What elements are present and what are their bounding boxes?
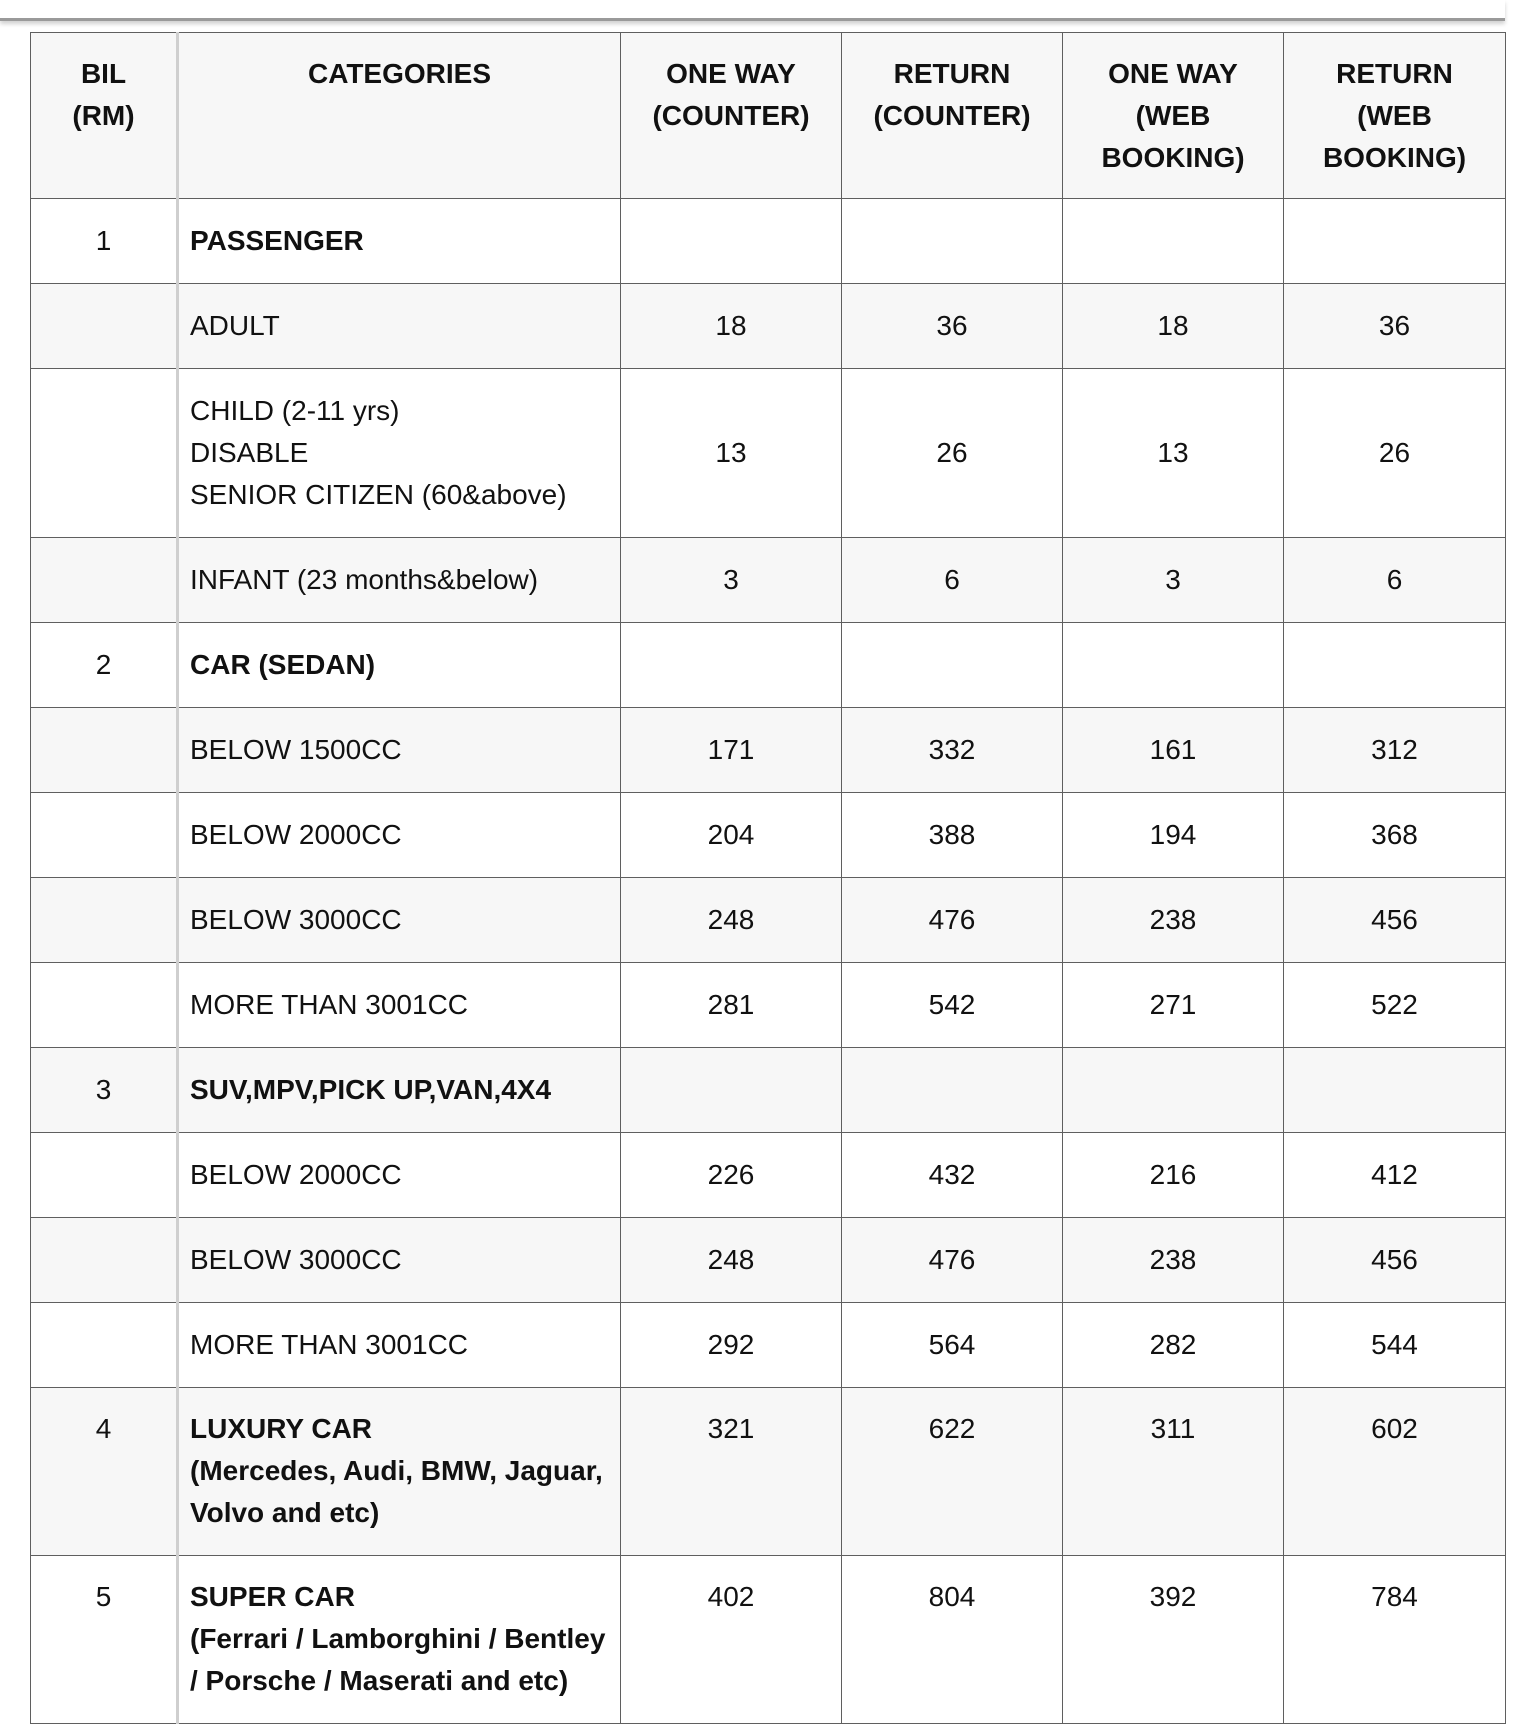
cell-bil [31,1218,178,1303]
cell-one-way-counter: 281 [621,963,842,1048]
cell-category: ADULT [178,284,621,369]
cell-return-counter: 564 [842,1303,1063,1388]
cell-one-way-web [1063,199,1284,284]
table-row [31,708,1506,793]
cell-bil [31,793,178,878]
cell-return-counter [842,623,1063,708]
header-one-way-counter: ONE WAY (COUNTER) [621,33,842,199]
cell-one-way-web: 18 [1063,284,1284,369]
cell-category: BELOW 3000CC [178,1218,621,1303]
cell-one-way-counter: 18 [621,284,842,369]
cell-one-way-web: 238 [1063,1218,1284,1303]
header-return-counter: RETURN (COUNTER) [842,33,1063,199]
cell-return-web: 312 [1284,708,1506,793]
cell-one-way-web: 13 [1063,369,1284,538]
cell-one-way-counter: 292 [621,1303,842,1388]
cell-return-web: 784 [1284,1556,1506,1724]
cell-return-web [1284,199,1506,284]
table-row-passenger [31,199,1506,284]
cell-return-web [1284,1048,1506,1133]
cell-one-way-counter [621,1048,842,1133]
cell-category: SUPER CAR (Ferrari / Lamborghini / Bentley / Porsche / Maserati and etc) [178,1556,621,1724]
header-return-web-booking: RETURN (WEB BOOKING) [1284,33,1506,199]
cell-return-web: 522 [1284,963,1506,1048]
table-row-suv [31,1048,1506,1133]
cell-one-way-counter [621,623,842,708]
cell-category: BELOW 2000CC [178,793,621,878]
cell-return-web: 544 [1284,1303,1506,1388]
page-top-edge [0,0,1505,21]
cell-bil [31,1303,178,1388]
cell-bil [31,369,178,538]
cell-one-way-web: 311 [1063,1388,1284,1556]
cell-one-way-web: 194 [1063,793,1284,878]
cell-bil [31,878,178,963]
cell-return-web: 456 [1284,1218,1506,1303]
cell-bil [31,284,178,369]
cell-category: CHILD (2-11 yrs) DISABLE SENIOR CITIZEN (60&above) [178,369,621,538]
cell-one-way-counter: 171 [621,708,842,793]
cell-one-way-web: 282 [1063,1303,1284,1388]
table-row [31,284,1506,369]
cell-one-way-counter: 248 [621,1218,842,1303]
cell-one-way-web: 392 [1063,1556,1284,1724]
cell-return-counter: 332 [842,708,1063,793]
cell-return-counter: 26 [842,369,1063,538]
cell-bil [31,538,178,623]
cell-category: BELOW 1500CC [178,708,621,793]
table-row [31,369,1506,538]
cell-category: INFANT (23 months&below) [178,538,621,623]
cell-return-web: 6 [1284,538,1506,623]
cell-one-way-web [1063,623,1284,708]
table-row-car-sedan [31,623,1506,708]
table-row [31,1218,1506,1303]
cell-one-way-counter: 226 [621,1133,842,1218]
cell-bil: 1 [31,199,178,284]
cell-category: PASSENGER [178,199,621,284]
cell-return-counter: 476 [842,878,1063,963]
cell-return-web: 456 [1284,878,1506,963]
table-row [31,538,1506,623]
cell-bil: 3 [31,1048,178,1133]
cell-bil [31,963,178,1048]
cell-return-web: 368 [1284,793,1506,878]
cell-one-way-counter: 13 [621,369,842,538]
cell-one-way-web: 271 [1063,963,1284,1048]
header-one-way-web-booking: ONE WAY (WEB BOOKING) [1063,33,1284,199]
table-row-super-car [31,1556,1506,1724]
cell-one-way-counter: 402 [621,1556,842,1724]
header-bil: BIL (RM) [31,33,178,199]
cell-return-counter [842,1048,1063,1133]
cell-return-web [1284,623,1506,708]
cell-category: BELOW 2000CC [178,1133,621,1218]
cell-return-web: 26 [1284,369,1506,538]
cell-category: BELOW 3000CC [178,878,621,963]
cell-return-counter: 542 [842,963,1063,1048]
cell-one-way-web: 3 [1063,538,1284,623]
cell-category: MORE THAN 3001CC [178,963,621,1048]
table-header-row [31,33,1506,199]
cell-one-way-counter: 204 [621,793,842,878]
cell-category: SUV,MPV,PICK UP,VAN,4X4 [178,1048,621,1133]
cell-bil: 4 [31,1388,178,1556]
cell-one-way-counter: 3 [621,538,842,623]
cell-return-web: 412 [1284,1133,1506,1218]
cell-return-counter: 388 [842,793,1063,878]
table-row [31,963,1506,1048]
cell-return-counter: 6 [842,538,1063,623]
cell-one-way-counter: 321 [621,1388,842,1556]
cell-one-way-web [1063,1048,1284,1133]
cell-category: LUXURY CAR (Mercedes, Audi, BMW, Jaguar, Volvo and etc) [178,1388,621,1556]
header-categories: CATEGORIES [178,33,621,199]
cell-return-counter: 476 [842,1218,1063,1303]
cell-one-way-web: 161 [1063,708,1284,793]
table-row [31,1133,1506,1218]
cell-bil: 2 [31,623,178,708]
cell-bil: 5 [31,1556,178,1724]
cell-one-way-web: 238 [1063,878,1284,963]
cell-one-way-counter [621,199,842,284]
cell-return-counter [842,199,1063,284]
fare-table [30,32,1506,1724]
cell-return-counter: 804 [842,1556,1063,1724]
table-row [31,878,1506,963]
cell-bil [31,708,178,793]
cell-return-counter: 622 [842,1388,1063,1556]
cell-bil [31,1133,178,1218]
cell-return-counter: 36 [842,284,1063,369]
cell-return-web: 36 [1284,284,1506,369]
table-row-luxury-car [31,1388,1506,1556]
table-row [31,1303,1506,1388]
cell-return-web: 602 [1284,1388,1506,1556]
table-row [31,793,1506,878]
cell-one-way-web: 216 [1063,1133,1284,1218]
cell-category: MORE THAN 3001CC [178,1303,621,1388]
cell-category: CAR (SEDAN) [178,623,621,708]
cell-one-way-counter: 248 [621,878,842,963]
cell-return-counter: 432 [842,1133,1063,1218]
